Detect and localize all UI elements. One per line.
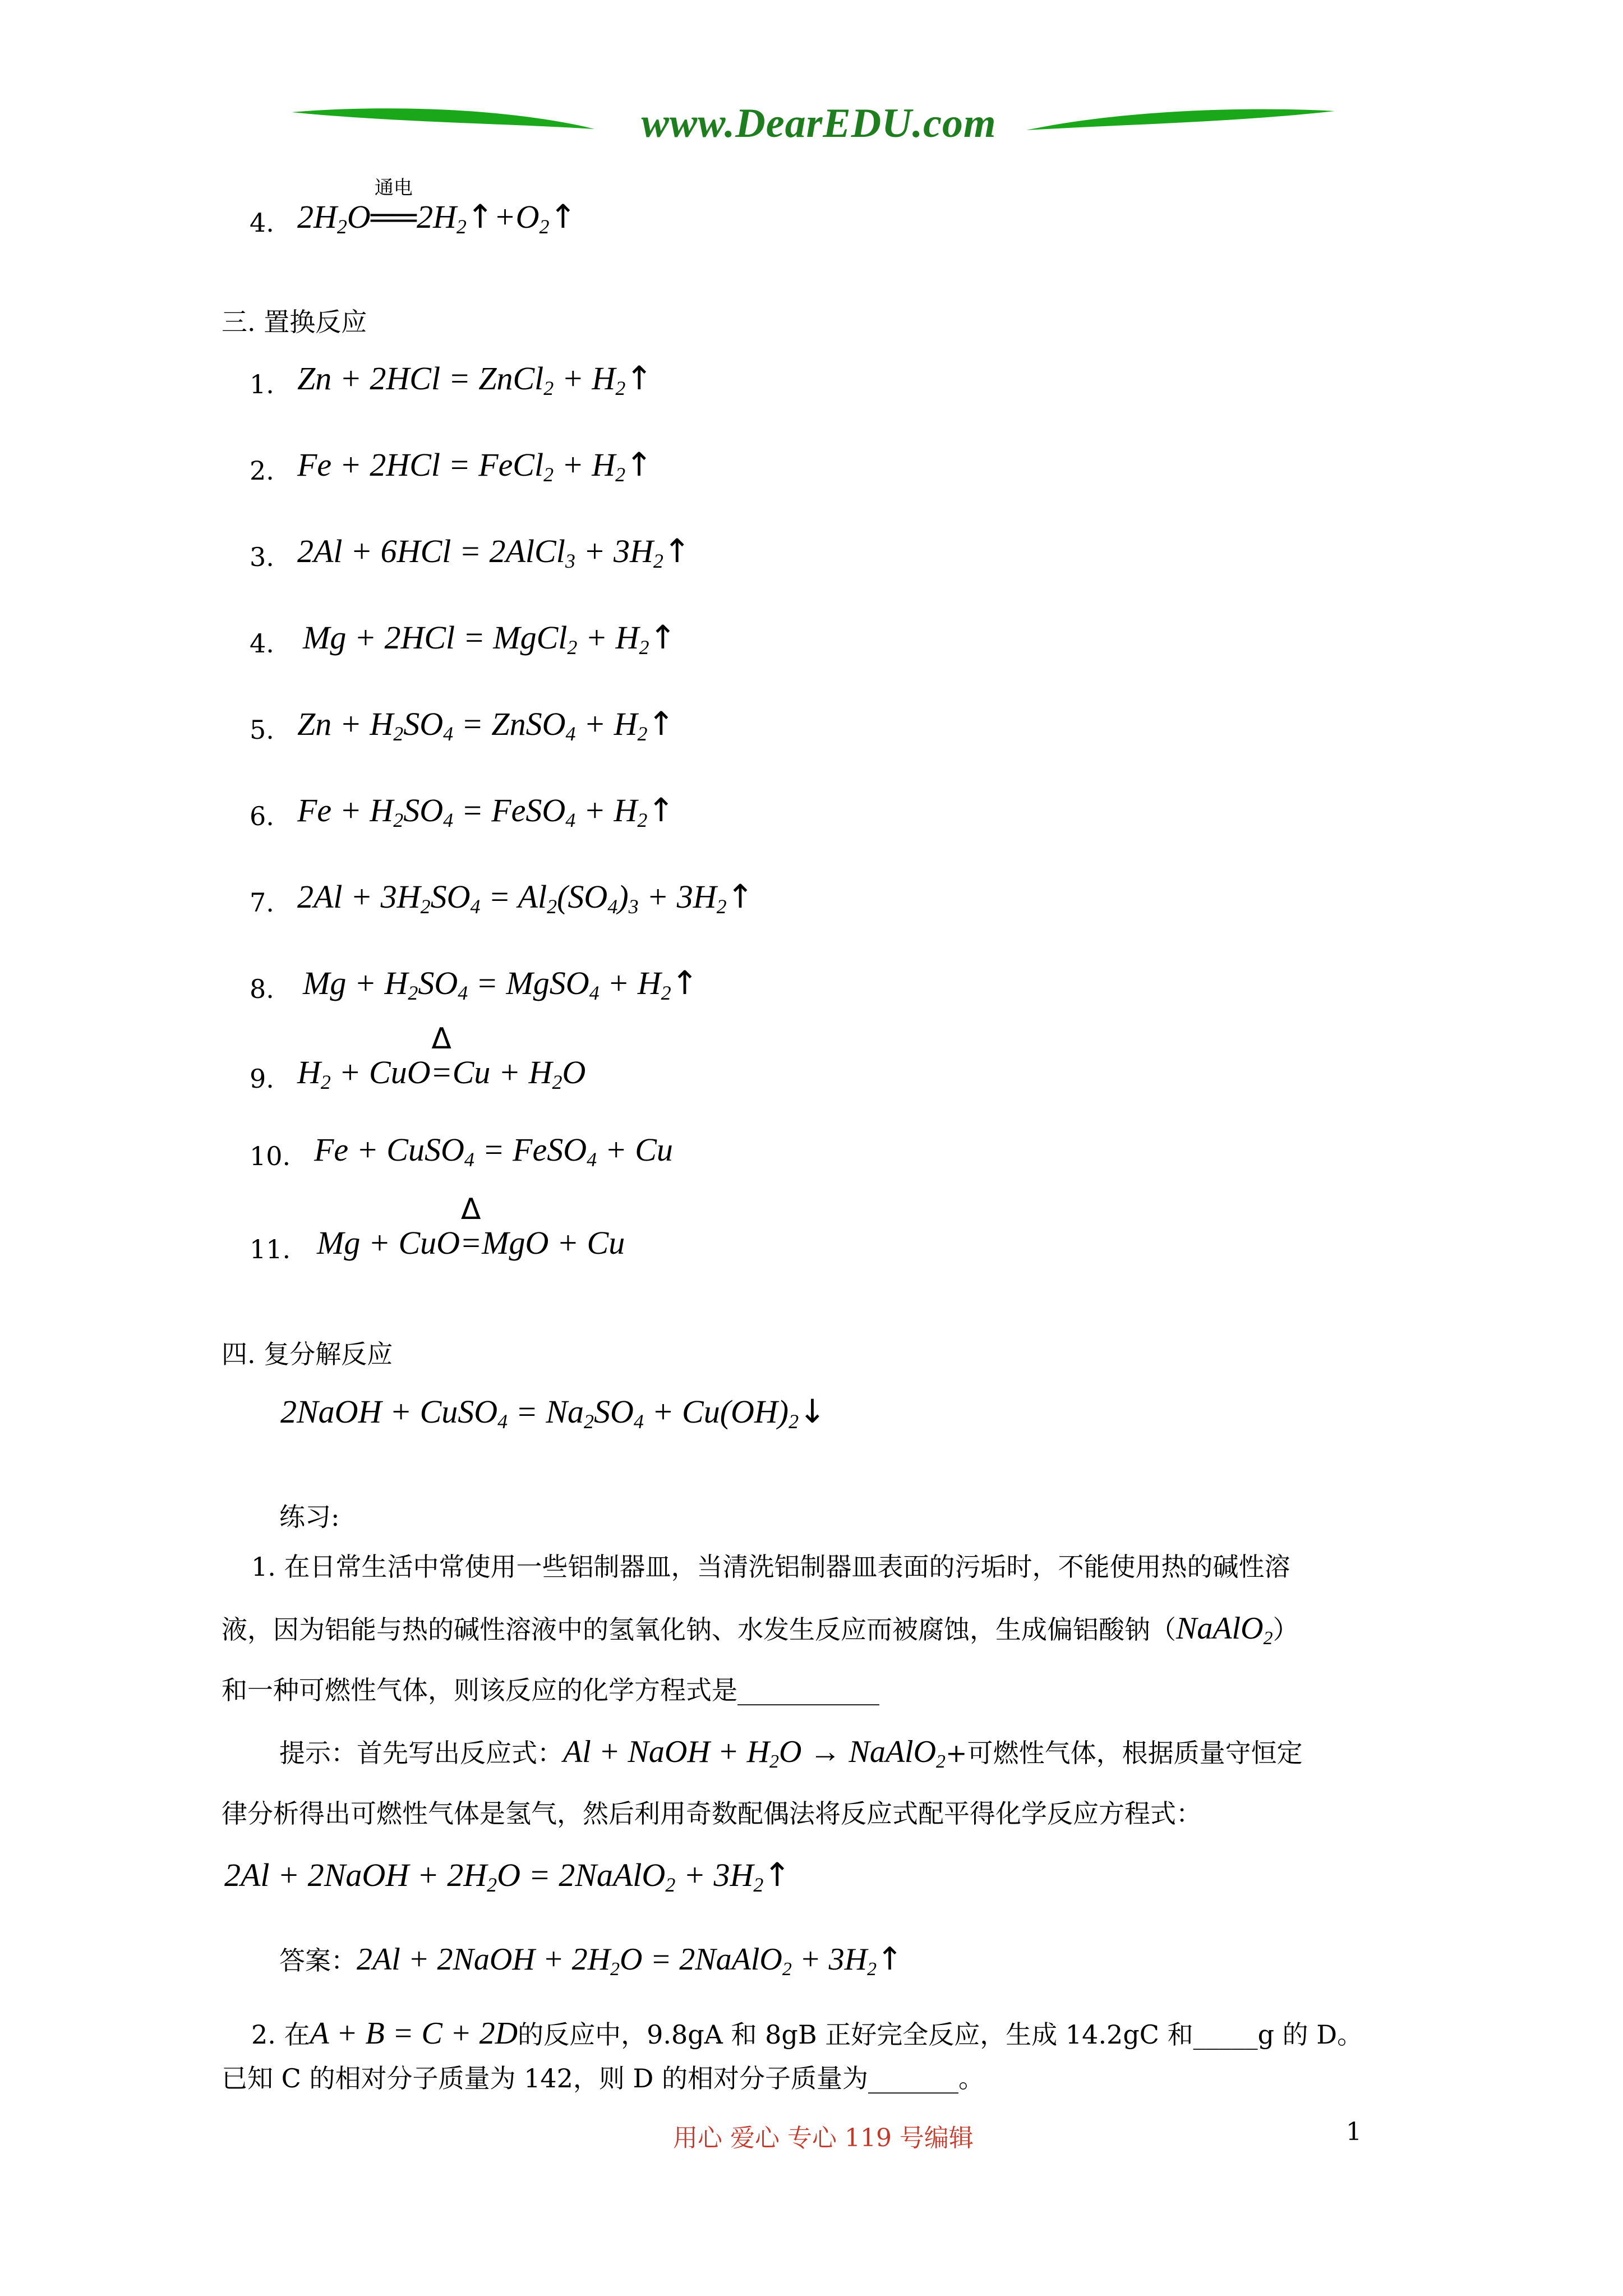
question-2-line1: 2. 在A + B = C + 2D的反应中，9.8gA 和 8gB 正好完全反应，生成 14.2gC 和_____g 的 D。 xyxy=(251,2016,1363,2051)
equation: $Mg + H_2SO_4$ = MgSO$_4$ + $H_2↑$ xyxy=(303,964,699,1004)
item-number: 4. xyxy=(250,628,274,659)
condition-label: Δ xyxy=(431,1022,451,1056)
gas-up-arrow-icon: ↑ xyxy=(647,705,675,743)
item-number: 5. xyxy=(250,715,274,745)
gas-up-arrow-icon: ↑ xyxy=(466,197,494,236)
gas-up-arrow-icon: ↑ xyxy=(625,445,653,484)
question-1-line3: 和一种可燃性气体，则该反应的化学方程式是___________ xyxy=(222,1675,879,1705)
precipitate-down-arrow-icon: ↓ xyxy=(799,1392,826,1430)
equation: Mg + 2HCl = MgCl$_2$ + $H_2↑$ xyxy=(303,618,677,659)
banner-swoosh-right xyxy=(1026,109,1335,130)
item-number: 1. xyxy=(250,369,274,399)
hint-line2: 律分析得出可燃性气体是氢气，然后利用奇数配偶法将反应式配平得化学反应方程式： xyxy=(222,1798,1202,1829)
item-number: 9. xyxy=(250,1064,274,1094)
item-number: 2. xyxy=(250,455,274,486)
section-heading: 四. 复分解反应 xyxy=(222,1339,393,1369)
gas-up-arrow-icon: ↑ xyxy=(549,197,577,236)
exercise-heading: 练习: xyxy=(279,1502,340,1532)
equation: Mg + CuO Δ =MgO + Cu xyxy=(317,1193,625,1261)
equation: Fe + CuSO$_4$ = FeSO$_4$ + Cu xyxy=(314,1131,673,1171)
hint-line1: 提示：首先写出反应式：Al + NaOH + $H_2O$ → NaAlO$_2$+可燃性气体，根据质量守恒定 xyxy=(279,1734,1303,1772)
item-number: 6. xyxy=(250,801,274,831)
hint-equation: 2Al + 2NaOH + $2H_2O$ = 2NaAlO$_2$ + $3H_2↑$ xyxy=(224,1856,791,1896)
item-number: 11. xyxy=(250,1234,291,1264)
item-number: 10. xyxy=(250,1141,291,1171)
question-2-line2: 已知 C 的相对分子质量为 142，则 D 的相对分子质量为_______。 xyxy=(222,2063,984,2093)
gas-up-arrow-icon: ↑ xyxy=(726,877,754,915)
equation: $H_2$ + CuO Δ $=Cu + H_2O$ xyxy=(297,1022,586,1093)
condition-label: 通电 xyxy=(374,177,413,199)
page-number: 1 xyxy=(1346,2118,1362,2146)
item-number: 8. xyxy=(250,974,274,1004)
gas-up-arrow-icon: ↑ xyxy=(647,791,675,829)
gas-up-arrow-icon: ↑ xyxy=(649,618,677,656)
equation: 2Al + 6HCl = 2AlCl$_3$ + $3H_2↑$ xyxy=(297,532,691,572)
equation: Zn + 2HCl = ZnCl$_2$ + $H_2↑$ xyxy=(297,359,653,399)
question-1-line2: 液，因为铝能与热的碱性溶液中的氢氧化钠、水发生反应而被腐蚀，生成偏铝酸钠（NaAlO$_2$） xyxy=(222,1611,1299,1649)
section-heading: 三. 置换反应 xyxy=(222,307,367,337)
answer-line: 答案：2Al + 2NaOH + $2H_2O$ = 2NaAlO$_2$ + $3H_2↑$ xyxy=(279,1941,903,1980)
gas-up-arrow-icon: ↑ xyxy=(877,1941,903,1977)
equation: 2NaOH + CuSO$_4$ = $Na_2SO_4$ + $Cu(OH)_2↓$ xyxy=(280,1392,826,1433)
gas-up-arrow-icon: ↑ xyxy=(763,1856,791,1894)
item-number: 3. xyxy=(250,542,274,572)
equation: Fe + 2HCl = FeCl$_2$ + $H_2↑$ xyxy=(297,445,653,486)
equation: $2Al + 3H_2SO_4 = Al_2(SO_4)_3$ + $3H_2↑$ xyxy=(297,877,754,918)
footer-text: 用心 爱心 专心 119 号编辑 xyxy=(673,2124,974,2152)
question-1-line1: 1. 在日常生活中常使用一些铝制器皿，当清洗铝制器皿表面的污垢时，不能使用热的碱性溶 xyxy=(251,1552,1290,1582)
equation: $2H_2O$ 通电 $══2H_2↑+O_2↑$ xyxy=(297,197,577,238)
gas-up-arrow-icon: ↑ xyxy=(625,359,653,397)
item-number: 7. xyxy=(250,887,274,918)
banner-swoosh-left xyxy=(292,108,594,129)
equation: $Fe + H_2SO_4$ = FeSO$_4$ + $H_2↑$ xyxy=(297,791,675,831)
condition-label: Δ xyxy=(460,1193,481,1226)
item-number: 4. xyxy=(250,208,274,238)
gas-up-arrow-icon: ↑ xyxy=(671,964,699,1002)
site-name: www.DearEDU.com xyxy=(641,100,997,146)
equation: $Zn + H_2SO_4$ = ZnSO$_4$ + $H_2↑$ xyxy=(297,705,675,745)
gas-up-arrow-icon: ↑ xyxy=(663,532,691,570)
